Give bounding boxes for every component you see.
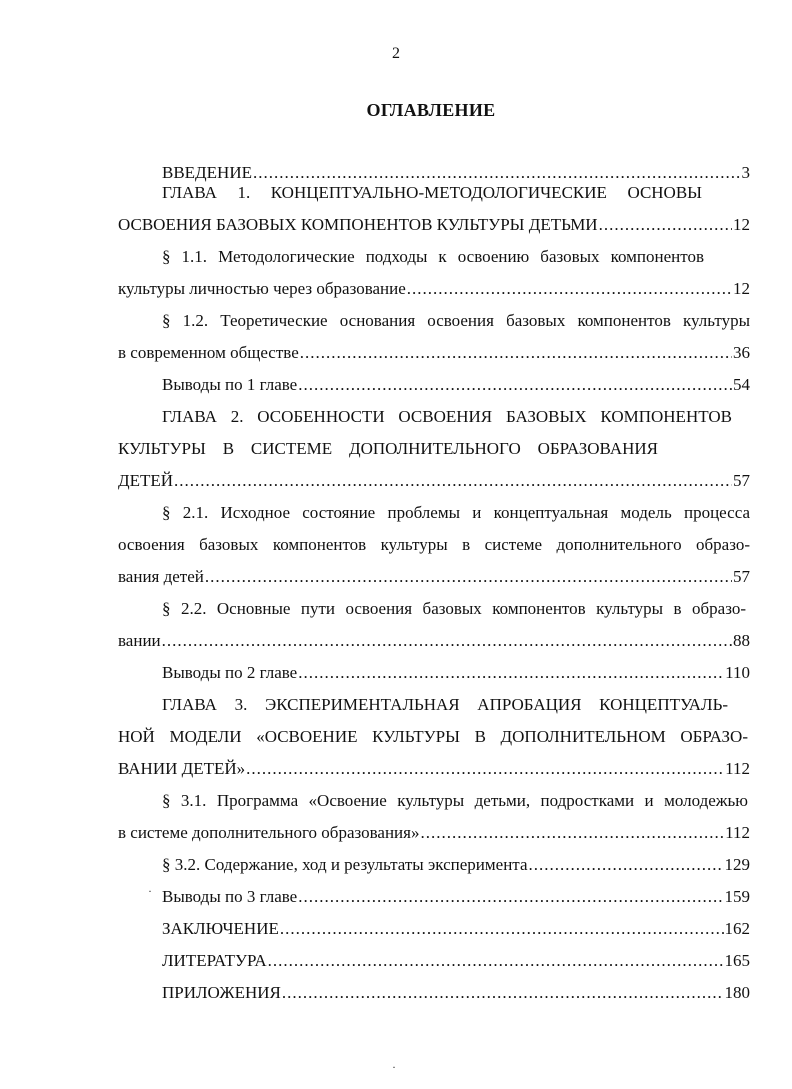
toc-entry-title: ПРИЛОЖЕНИЯ [162,983,281,1002]
toc-entry-title: вании [118,631,161,650]
toc-entry-page: 165 [724,951,750,970]
dot-leader [528,852,723,878]
toc-entry-chapter-2-line-1[interactable]: ГЛАВА 2. ОСОБЕННОСТИ ОСВОЕНИЯ БАЗОВЫХ КОМПОНЕНТОВ [162,407,732,426]
toc-entry-chapter-1-conclusions[interactable] [162,372,750,398]
toc-entry-page: 36 [733,343,750,362]
toc-entry-page: 54 [733,375,750,394]
toc-entry-section-2-1-line-2[interactable]: освоения базовых компонентов культуры в системе дополнительного образо- [118,535,750,554]
toc-entry-page: 112 [725,759,750,778]
dot-leader [162,628,732,654]
toc-entry-page: 180 [724,983,750,1002]
toc-entry-title: культуры личностью через образование [118,279,406,298]
toc-entry-title: в системе дополнительного образования» [118,823,420,842]
toc-entry-section-2-1[interactable] [118,564,750,590]
toc-entry-title: в современном обществе [118,343,299,362]
page-title: ОГЛАВЛЕНИЕ [366,100,496,120]
toc-entry-appendix[interactable] [162,980,750,1006]
dot-leader [174,468,732,494]
dot-leader [282,980,724,1006]
dot-leader [298,884,723,910]
scan-speck: · [392,1060,396,1074]
toc-entry-page: 12 [733,215,750,234]
dot-leader [420,820,724,846]
toc-entry-title: вания детей [118,567,204,586]
toc-entry-section-2-2-line-1[interactable]: § 2.2. Основные пути освоения базовых компонентов культуры в образо- [162,599,746,618]
page-number: 2 [392,45,400,62]
toc-entry-page: 3 [741,163,750,182]
toc-entry-section-1-1-line-1[interactable]: § 1.1. Методологические подходы к освоению базовых компонентов [162,247,704,266]
toc-entry-title: Выводы по 3 главе [162,887,298,906]
toc-entry-page: 110 [725,663,750,682]
toc-entry-section-1-2[interactable] [118,340,750,366]
toc-entry-literature[interactable] [162,948,750,974]
toc-entry-page: 57 [733,471,750,490]
toc-entry-section-3-1-line-1[interactable]: § 3.1. Программа «Освоение культуры детьми, подростками и молодежью [162,791,748,810]
toc-entry-chapter-1[interactable] [118,212,750,238]
dot-leader [298,372,732,398]
dot-leader [599,212,732,238]
toc-entry-title: ВАНИИ ДЕТЕЙ» [118,759,246,778]
toc-entry-chapter-2[interactable] [118,468,750,494]
toc-entry-title: ВВЕДЕНИЕ [162,163,252,182]
dot-leader [205,564,732,590]
toc-entry-conclusion[interactable] [162,916,750,942]
toc-entry-chapter-2-conclusions[interactable] [162,660,750,686]
toc-entry-section-2-1-line-1[interactable]: § 2.1. Исходное состояние проблемы и концептуальная модель процесса [162,503,750,522]
toc-entry-title: ДЕТЕЙ [118,471,174,490]
toc-entry-section-1-1[interactable] [118,276,750,302]
toc-entry-page: 129 [724,855,750,874]
toc-entry-chapter-1-line-1[interactable]: ГЛАВА 1. КОНЦЕПТУАЛЬНО-МЕТОДОЛОГИЧЕСКИЕ ОСНОВЫ [162,183,702,202]
toc-entry-section-3-1[interactable] [118,820,750,846]
dot-leader [280,916,724,942]
toc-entry-page: 112 [725,823,750,842]
dot-leader [268,948,724,974]
toc-entry-page: 159 [724,887,750,906]
toc-entry-chapter-3[interactable] [118,756,750,782]
toc-entry-chapter-2-line-2[interactable]: КУЛЬТУРЫ В СИСТЕМЕ ДОПОЛНИТЕЛЬНОГО ОБРАЗОВАНИЯ [118,439,658,458]
toc-entry-title: ЛИТЕРАТУРА [162,951,267,970]
toc-entry-section-3-2[interactable] [162,852,750,878]
dot-leader [300,340,732,366]
toc-entry-title: ЗАКЛЮЧЕНИЕ [162,919,279,938]
toc-entry-page: 88 [733,631,750,650]
scan-speck: · [148,884,152,898]
dot-leader [407,276,732,302]
dot-leader [298,660,724,686]
toc-entry-title: § 3.2. Содержание, ход и результаты эксперимента [162,855,528,874]
toc-entry-page: 162 [724,919,750,938]
toc-entry-chapter-3-line-1[interactable]: ГЛАВА 3. ЭКСПЕРИМЕНТАЛЬНАЯ АПРОБАЦИЯ КОНЦЕПТУАЛЬ- [162,695,728,714]
toc-entry-chapter-3-conclusions[interactable] [162,884,750,910]
toc-entry-section-1-2-line-1[interactable]: § 1.2. Теоретические основания освоения базовых компонентов культуры [162,311,750,330]
toc-entry-page: 57 [733,567,750,586]
toc-entry-title: Выводы по 1 главе [162,375,298,394]
toc-entry-title: ОСВОЕНИЯ БАЗОВЫХ КОМПОНЕНТОВ КУЛЬТУРЫ ДЕТЬМИ [118,215,598,234]
toc-entry-title: Выводы по 2 главе [162,663,298,682]
dot-leader [246,756,724,782]
toc-entry-page: 12 [733,279,750,298]
toc-entry-chapter-3-line-2[interactable]: НОЙ МОДЕЛИ «ОСВОЕНИЕ КУЛЬТУРЫ В ДОПОЛНИТЕЛЬНОМ ОБРАЗО- [118,727,748,746]
toc-entry-section-2-2[interactable] [118,628,750,654]
